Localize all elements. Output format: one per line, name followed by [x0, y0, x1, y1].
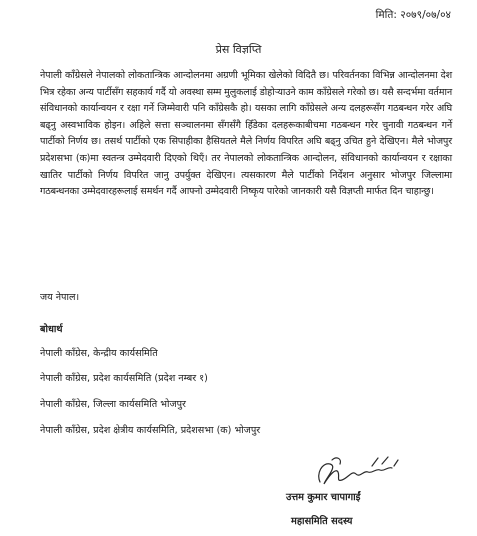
cc-item: नेपाली काँग्रेस, प्रदेश कार्यसमिति (प्रदेश नम्बर १): [40, 373, 208, 384]
document-date: मिति: २०७९/०७/०४: [375, 9, 451, 21]
cc-item: नेपाली काँग्रेस, प्रदेश क्षेत्रीय कार्यसमिति, प्रदेशसभा (क) भोजपुर: [40, 425, 261, 436]
cc-item: नेपाली काँग्रेस, केन्द्रीय कार्यसमिति: [40, 348, 158, 359]
body-paragraph: नेपाली काँग्रेसले नेपालको लोकतान्त्रिक आन्दोलनमा अग्रणी भूमिका खेलेको विदितै छ। परिवर्तनका विभिन्न आन्दोलनमा देश भित्र रहेका अन्य पार्टीसँग सहकार्य गर्दै यो अवस्था सम्म मुलुकलाई डोहोऱ्याउने काम काँग्रेसले गरेको छ। यसै सन्दर्भमा वर्तमान संविधानको कार्यान्वयन र रक्षा गर्ने जिम्मेवारी पनि काँग्रेसकै हो। यसका लागि काँग्रेसले अन्य दलहरूसँग गठबन्धन गरेर अघि बढ्नु अस्वभाविक होइन। अहिले सत्ता सञ्चालनमा सँगसँगै हिँडेका दलहरूकाबीचमा गठबन्धन गरेर चुनावी गठबन्धन गर्ने पार्टीको निर्णय छ। तसर्थ पार्टीको एक सिपाहीका हैसियतले मैले निर्णय विपरित अघि बढ्नु उचित हुने देखिएन। मैले भोजपुर प्रदेशसभा (क)मा स्वतन्त्र उम्मेदवारी दिएको थिएँ। तर नेपालको लोकतान्त्रिक आन्दोलन, संविधानको कार्यान्वयन र रक्षाका खातिर पार्टीको निर्णय विपरित जानु उपर्युक्त देखिएन। त्यसकारण मैले पार्टीको निर्देशन अनुसार भोजपुर जिल्लामा गठबन्धनका उम्मेदवारहरूलाई समर्थन गर्दै आफ्नो उम्मेदवारी निष्कृय पारेको जानकारी यसै विज्ञप्ती मार्फत दिन चाहान्छु।: [40, 70, 452, 198]
signature-mark: [312, 452, 402, 490]
cc-item: नेपाली काँग्रेस, जिल्ला कार्यसमिति भोजपुर: [40, 399, 186, 410]
signer-title: महासमिति सदस्य: [291, 516, 353, 527]
closing-line: जय नेपाल।: [40, 292, 80, 303]
cc-heading: बोधार्थ: [40, 324, 63, 335]
signer-name: उत्तम कुमार चापागाईं: [286, 492, 361, 503]
document-title: प्रेस विज्ञप्ति: [215, 43, 262, 56]
